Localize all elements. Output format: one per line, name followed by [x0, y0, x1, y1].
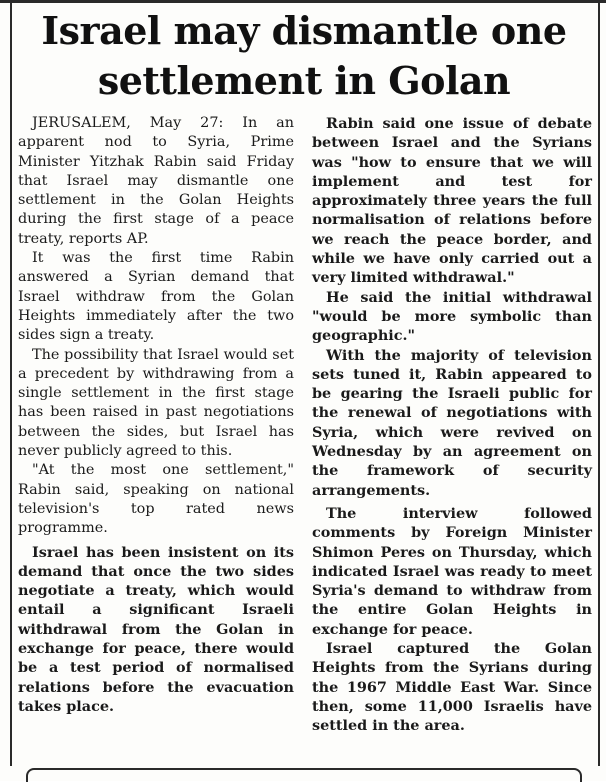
bottom-border-rule: [26, 768, 582, 782]
article-column-right: [312, 114, 592, 736]
right-border-rule: [598, 0, 600, 766]
top-border-rule: [0, 0, 606, 3]
article-column-left: [18, 114, 294, 716]
article-paragraph: With the majority of television sets tuned it, Rabin appeared to be gearing the Israeli public for the renewal of negotiations with Syria, which were revived on Wednesday by an agreement on the framework of security arrangements.: [312, 346, 592, 499]
article-paragraph: He said the initial withdrawal "would be more symbolic than geographic.": [312, 288, 592, 345]
article-paragraph: "At the most one settlement," Rabin said, speaking on national television's top rated news programme.: [18, 462, 294, 537]
article-paragraph: The interview followed comments by Foreign Minister Shimon Peres on Thursday, which indicated Israel was ready to meet Syria's demand to withdraw from the entire Golan Heights in exchange for peace.: [312, 504, 592, 638]
article-paragraph: Israel has been insistent on its demand that once the two sides negotiate a treaty, which would entail a significant Israeli withdrawal from the Golan in exchange for peace, there would be a test period of normalised relations before the evacuation takes place.: [18, 543, 294, 715]
headline: Israel may dismantle one settlement in Golan: [41, 8, 567, 103]
article-paragraph: The possibility that Israel would set a precedent by withdrawing from a single settlement in the first stage has been raised in past negotiations between the sides, but Israel has never publicly agreed to this.: [18, 346, 294, 460]
article-paragraph: Rabin said one issue of debate between Israel and the Syrians was "how to ensure that we will implement and test for approximately three years the full normalisation of relations before we reach the peace border, and while we have only carried out a very limited withdrawal.": [312, 115, 592, 287]
article-paragraph: Israel captured the Golan Heights from the Syrians during the 1967 Middle East War. Since then, some 11,000 Israelis have settled in the area.: [312, 640, 592, 735]
article-paragraph: JERUSALEM, May 27: In an apparent nod to Syria, Prime Minister Yitzhak Rabin said Friday that Israel may dismantle one settlement in the Golan Heights during the first stage of a peace treaty, reports AP.: [18, 115, 294, 247]
article-paragraph: It was the first time Rabin answered a Syrian demand that Israel withdraw from the Golan Heights immediately after the two sides sign a treaty.: [18, 250, 294, 344]
left-border-rule: [10, 0, 12, 766]
